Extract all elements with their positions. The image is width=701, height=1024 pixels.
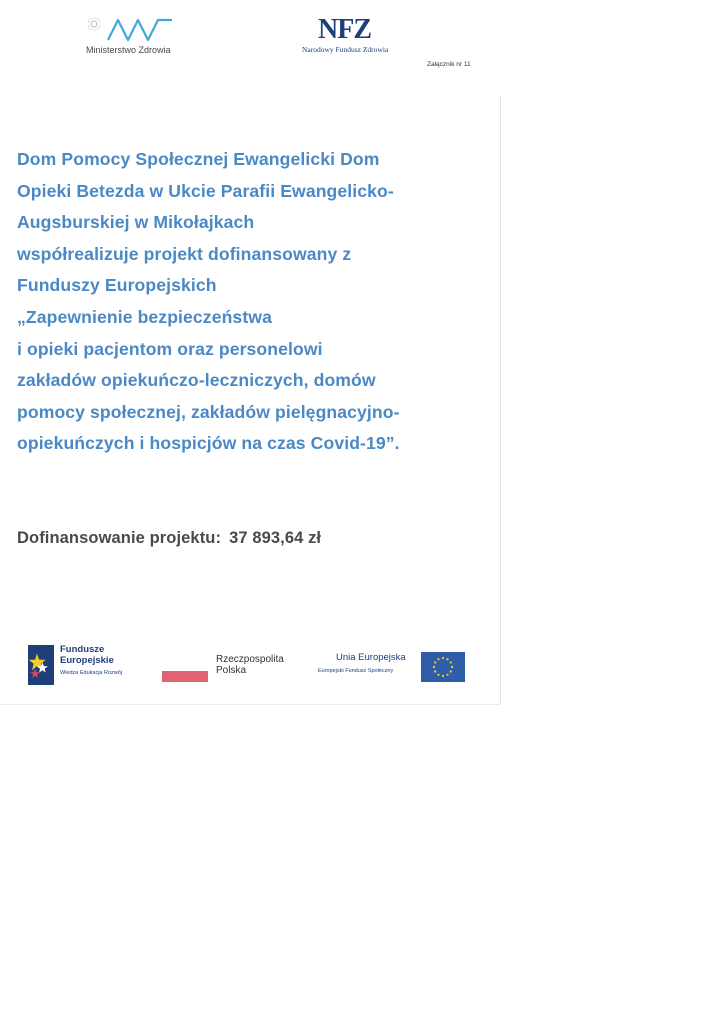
eu-star [434, 661, 436, 663]
description-line: współrealizuje projekt dofinansowany z [17, 243, 352, 264]
annex-label: Załącznik nr 11 [427, 61, 471, 68]
fe-title-line1: Fundusze [60, 644, 105, 655]
eu-star [450, 670, 452, 672]
ue-title: Unia Europejska [336, 652, 406, 663]
scan-page-bottom-edge [0, 704, 500, 705]
funding-amount: 37 893,64 zł [229, 529, 322, 547]
description-line: Opieki Betezda w Ukcie Parafii Ewangelicko- [17, 180, 394, 201]
description-line: „Zapewnienie bezpieczeństwa [17, 306, 272, 327]
description-line: Dom Pomocy Społecznej Ewangelicki Dom [17, 149, 380, 169]
eu-star [433, 666, 435, 668]
eu-star [437, 674, 439, 676]
description-line: opiekuńczych i hospicjów na czas Covid-19”. [17, 433, 400, 454]
fe-title-line2: Europejskie [60, 654, 114, 666]
ministry-of-health-logo [80, 14, 180, 58]
nfz-name: Narodowy Fundusz Zdrowia [302, 45, 389, 54]
eu-star [437, 658, 439, 660]
eu-star [446, 658, 448, 660]
description-line: zakładów opiekuńczo-leczniczych, domów [17, 370, 376, 391]
eu-star [434, 670, 436, 672]
eu-star [442, 675, 444, 677]
eu-star [446, 674, 448, 676]
ue-subtitle: Europejski Fundusz Społeczny [318, 668, 394, 674]
rp-text [216, 654, 284, 676]
description-line: Augsburskiej w Mikołajkach [17, 212, 255, 233]
ministry-name: Ministerstwo Zdrowia [86, 45, 171, 55]
european-union-logo [318, 650, 468, 684]
eu-flag-icon [421, 652, 465, 682]
flag-white-band [162, 660, 208, 671]
scan-page-edge [500, 95, 501, 705]
eu-star [451, 666, 453, 668]
project-description [17, 144, 497, 460]
european-funds-star-icon [28, 645, 54, 685]
description-line: Funduszy Europejskich [17, 275, 217, 296]
nfz-mark: NFZ [318, 14, 371, 45]
rp-line1: Rzeczpospolita [216, 654, 284, 665]
european-funds-logo [28, 645, 158, 687]
polish-flag-icon [162, 660, 208, 682]
flag-red-band [162, 671, 208, 682]
nfz-logo [296, 14, 406, 58]
fe-subtitle: Wiedza Edukacja Rozwój [60, 670, 123, 676]
description-line: i opieki pacjentom oraz personelowi [17, 338, 323, 359]
eu-star [450, 661, 452, 663]
eu-star [442, 657, 444, 659]
description-line: pomocy społecznej, zakładów pielęgnacyjno- [17, 401, 400, 422]
funding-line [17, 529, 321, 548]
funding-label: Dofinansowanie projektu: [17, 529, 222, 547]
rp-line2: Polska [216, 665, 247, 676]
ministry-logo-icon [80, 14, 180, 44]
fe-title [60, 645, 114, 666]
rzeczpospolita-polska-logo [162, 652, 302, 686]
